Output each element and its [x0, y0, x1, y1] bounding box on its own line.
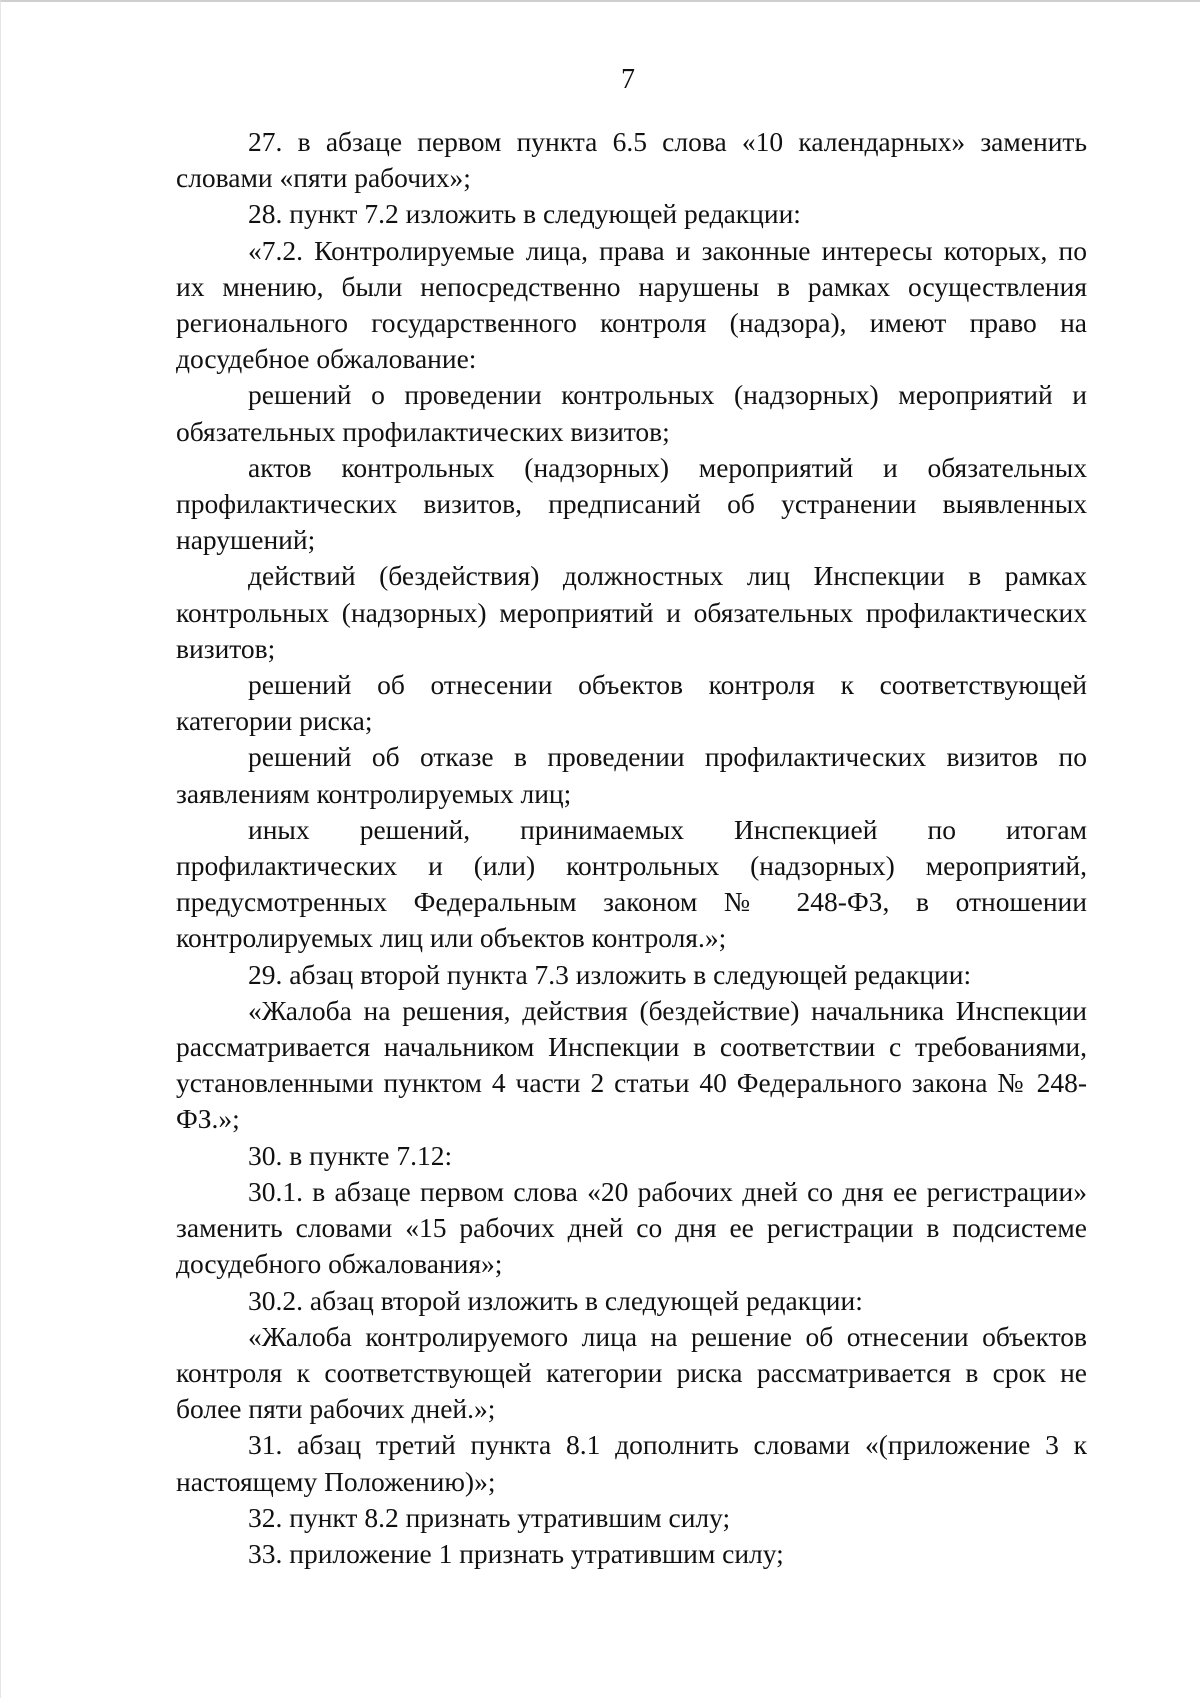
- document-body: [176, 124, 1087, 1572]
- paragraph-30-2: 30.2. абзац второй изложить в следующей редакции:: [248, 1284, 863, 1316]
- paragraph-32: 32. пункт 8.2 признать утратившим силу;: [248, 1501, 731, 1533]
- paragraph-31: 31. абзац третий пункта 8.1 дополнить словами «(приложение 3 к настоящему Положению)»;: [176, 1429, 1087, 1497]
- paragraph-30-1: 30.1. в абзаце первом слова «20 рабочих дней со дня ее регистрации» заменить словами «15 рабочих дней со дня ее регистрации в подсистеме досудебного обжалования»;: [176, 1175, 1087, 1280]
- paragraph-actions: действий (бездействия) должностных лиц Инспекции в рамках контрольных (надзорных) мероприятий и обязательных профилактических визитов;: [176, 560, 1087, 664]
- paragraph-refusal: решений об отказе в проведении профилактических визитов по заявлениям контролируемых лиц;: [176, 741, 1087, 809]
- paragraph-risk-category: решений об отнесении объектов контроля к соответствующей категории риска;: [176, 669, 1087, 737]
- paragraph-complaint-head: «Жалоба на решения, действия (бездействие) начальника Инспекции рассматривается начальником Инспекции в соответствии с требованиями, установленными пунктом 4 части 2 статьи 40 Федерального закона № 248-ФЗ.»;: [176, 994, 1087, 1135]
- paragraph-30: 30. в пункте 7.12:: [248, 1139, 453, 1171]
- paragraph-complaint-risk: «Жалоба контролируемого лица на решение об отнесении объектов контроля к соответствующей категории риска рассматривается в срок не более пяти рабочих дней.»;: [176, 1320, 1087, 1425]
- paragraph-other-decisions: иных решений, принимаемых Инспекцией по итогам профилактических и (или) контрольных (надзорных) мероприятий, предусмотренных Федеральным законом № 248-ФЗ, в отношении контролируемых лиц или объектов контроля.»;: [176, 813, 1087, 954]
- paragraph-33: 33. приложение 1 признать утратившим силу;: [248, 1537, 784, 1569]
- paragraph-7-2: «7.2. Контролируемые лица, права и законные интересы которых, по их мнению, были непосредственно нарушены в рамках осуществления регионального государственного контроля (надзора), имеют право на досудебное обжалование:: [176, 234, 1087, 375]
- paragraph-acts: актов контрольных (надзорных) мероприятий и обязательных профилактических визитов, предписаний об устранении выявленных нарушений;: [176, 451, 1087, 556]
- page-number: 7: [621, 64, 635, 95]
- paragraph-decisions-measures: решений о проведении контрольных (надзорных) мероприятий и обязательных профилактических визитов;: [176, 379, 1087, 447]
- paragraph-27: 27. в абзаце первом пункта 6.5 слова «10 календарных» заменить словами «пяти рабочих»;: [176, 126, 1087, 194]
- paragraph-28: 28. пункт 7.2 изложить в следующей редакции:: [248, 198, 801, 230]
- paragraph-29: 29. абзац второй пункта 7.3 изложить в следующей редакции:: [248, 958, 972, 990]
